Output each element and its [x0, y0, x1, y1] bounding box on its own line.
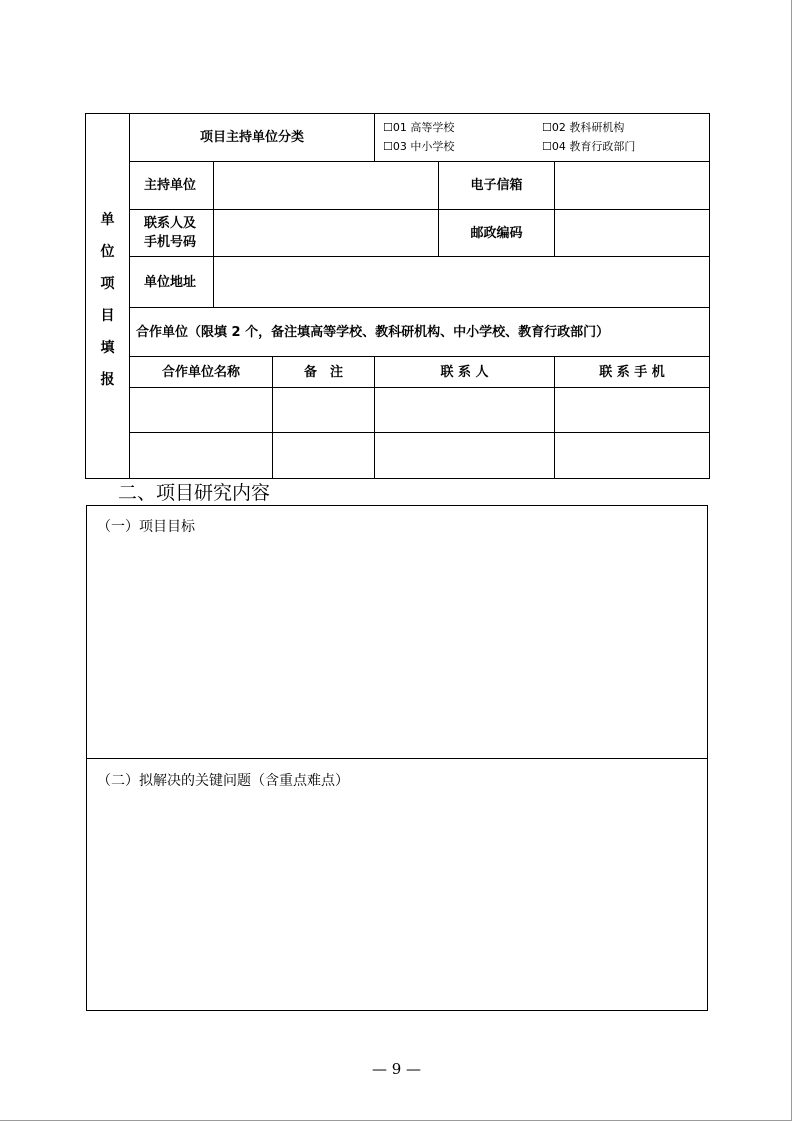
- research-content-box: [86, 505, 708, 1011]
- email-label: 电子信箱: [439, 162, 555, 210]
- side-char: 项: [100, 276, 115, 292]
- partner-1-contact[interactable]: [375, 388, 555, 433]
- side-char: 填: [100, 340, 115, 356]
- host-unit-label: 主持单位: [130, 162, 214, 210]
- partner-note: [130, 308, 710, 357]
- project-goal-heading: （一）项目目标: [97, 519, 195, 535]
- key-problems-heading: （二）拟解决的关键问题（含重点难点）: [97, 773, 349, 789]
- category-option-higher-ed[interactable]: ☐01 高等学校: [383, 121, 455, 134]
- email-field[interactable]: [555, 162, 710, 210]
- side-char: 位: [100, 244, 115, 260]
- host-unit-field[interactable]: [214, 162, 439, 210]
- category-option-edu-admin[interactable]: ☐04 教育行政部门: [542, 140, 636, 153]
- side-char: 目: [100, 308, 115, 324]
- category-option-research-institute[interactable]: ☐02 教科研机构: [542, 121, 625, 134]
- partner-header-remark: 备 注: [273, 357, 375, 388]
- category-label: 项目主持单位分类: [130, 114, 375, 162]
- partner-1-phone[interactable]: [555, 388, 710, 433]
- side-char: 报: [100, 372, 115, 388]
- postcode-label: 邮政编码: [439, 210, 555, 257]
- partner-header-phone: 联 系 手 机: [555, 357, 710, 388]
- section-title: 二、项目研究内容: [118, 482, 271, 504]
- postcode-field[interactable]: [555, 210, 710, 257]
- address-field[interactable]: [214, 257, 710, 308]
- partner-2-phone[interactable]: [555, 433, 710, 479]
- contact-label-line2: 手机号码: [144, 235, 197, 250]
- partner-note-text: 合作单位（限填 2 个，备注填高等学校、教科研机构、中小学校、教育行政部门）: [136, 324, 610, 340]
- side-char: 单: [100, 212, 115, 228]
- section-divider: [87, 758, 707, 759]
- side-label: [86, 114, 130, 479]
- partner-1-remark[interactable]: [273, 388, 375, 433]
- address-label: 单位地址: [130, 257, 214, 308]
- page-number: — 9 —: [371, 1060, 422, 1078]
- contact-field[interactable]: [214, 210, 439, 257]
- partner-2-contact[interactable]: [375, 433, 555, 479]
- category-option-school[interactable]: ☐03 中小学校: [383, 140, 455, 153]
- partner-1-name[interactable]: [130, 388, 273, 433]
- partner-2-name[interactable]: [130, 433, 273, 479]
- contact-label-line1: 联系人及: [144, 216, 197, 231]
- category-options-cell: [375, 114, 710, 162]
- partner-2-remark[interactable]: [273, 433, 375, 479]
- partner-header-name: 合作单位名称: [130, 357, 273, 388]
- unit-info-table: [85, 113, 710, 479]
- partner-header-contact: 联 系 人: [375, 357, 555, 388]
- contact-label: [130, 210, 214, 257]
